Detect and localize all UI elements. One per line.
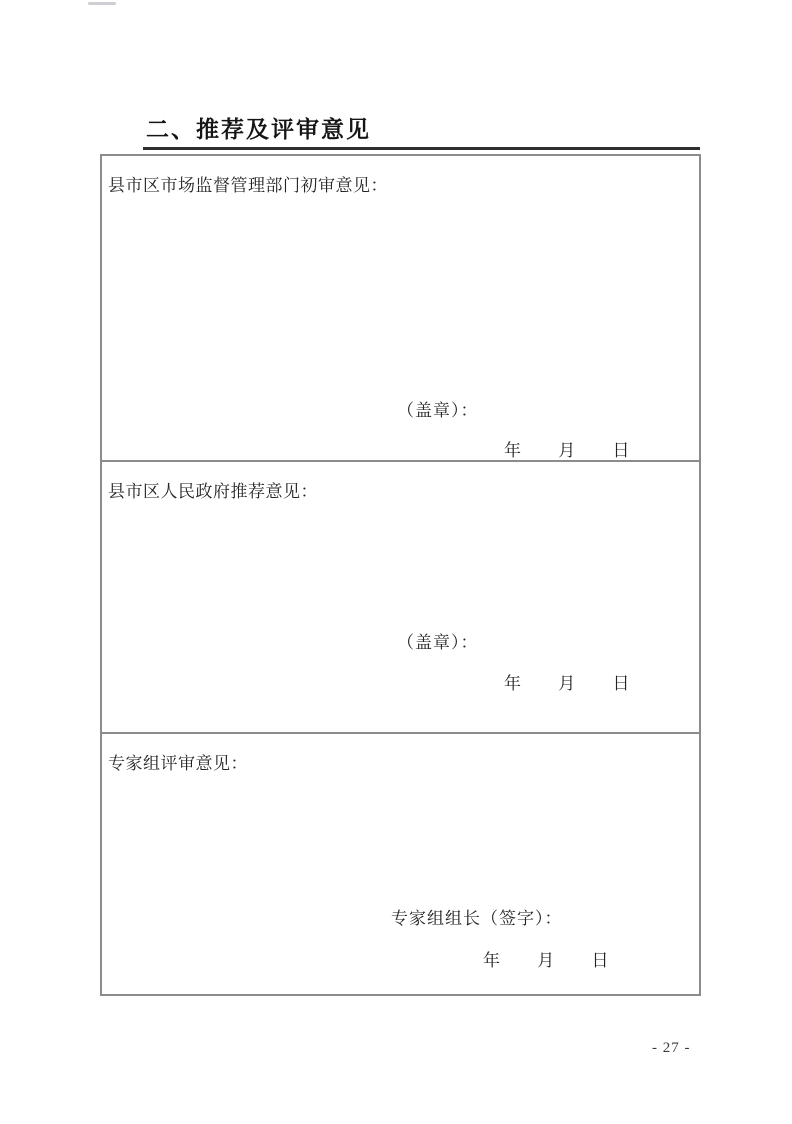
row-label-market-supervision: 县市区市场监督管理部门初审意见： — [108, 176, 388, 195]
stamp-label: （盖章）： — [397, 401, 479, 420]
review-opinions-table — [100, 154, 701, 996]
row-label-expert-group: 专家组评审意见： — [108, 754, 248, 773]
signature-label: 专家组组长（签字）： — [391, 909, 563, 928]
scan-artifact — [88, 2, 116, 5]
date-line: 年 月 日 — [504, 674, 631, 693]
table-row-market-supervision-review — [102, 156, 699, 462]
page-number: - 27 - — [652, 1040, 691, 1056]
date-line: 年 月 日 — [483, 951, 610, 970]
section-title: 二、推荐及评审意见 — [146, 116, 371, 142]
title-underline — [143, 147, 700, 150]
date-line: 年 月 日 — [504, 441, 631, 460]
row-label-government: 县市区人民政府推荐意见： — [108, 482, 318, 501]
table-row-government-recommendation — [102, 462, 699, 734]
stamp-label: （盖章）： — [397, 633, 479, 652]
table-row-expert-group-review — [102, 734, 699, 994]
